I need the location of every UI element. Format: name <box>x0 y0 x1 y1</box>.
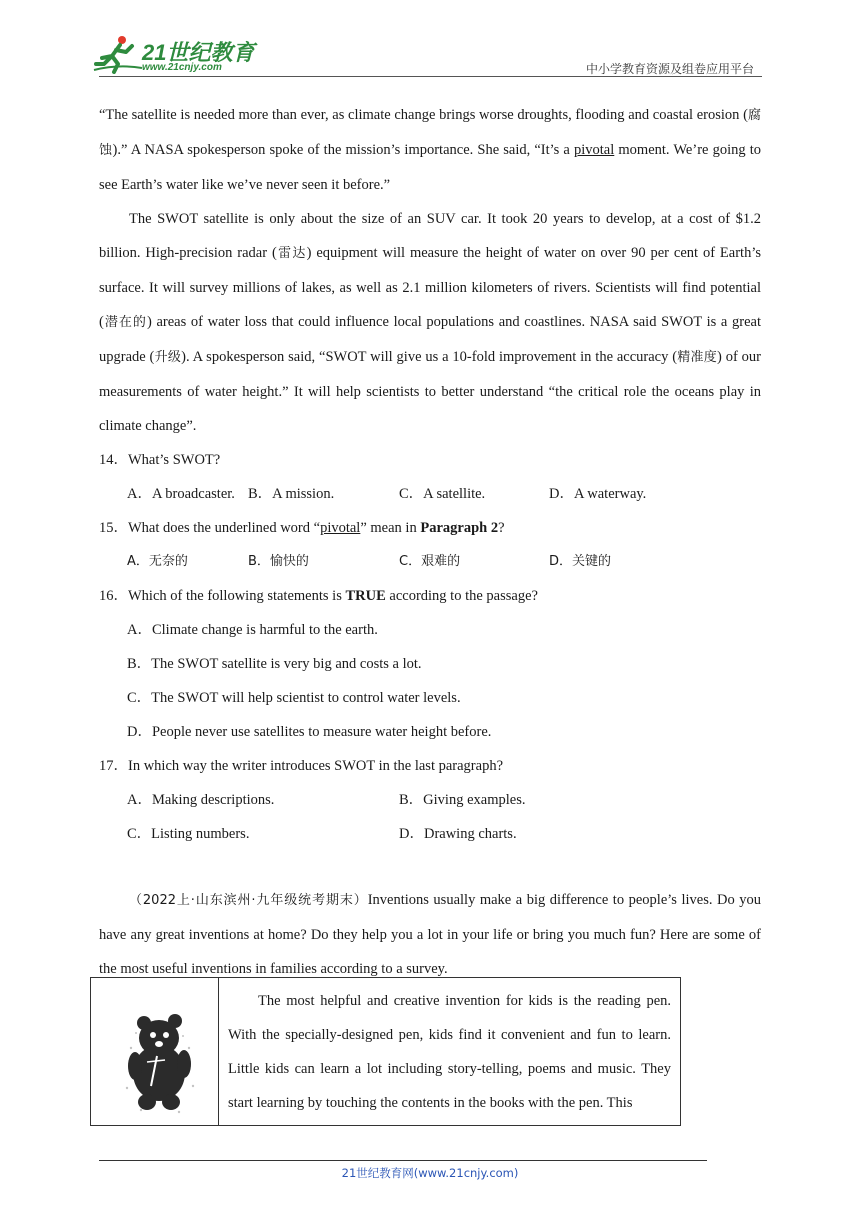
q15-option-a[interactable]: A．无奈的 <box>127 554 188 569</box>
question-15-options <box>99 545 761 579</box>
question-17-stem: 17．In which way the writer introduces SWOT in the last paragraph? <box>99 758 504 774</box>
invention-description: The most helpful and creative invention for kids is the reading pen. With the specially-designed pen, kids find it convenient and fun to learn. Little kids can learn a lot including story-telling, poems and music. They start learning by touching the contents in the books with the pen. This <box>228 993 671 1111</box>
question-17-options-row-1 <box>99 783 761 817</box>
header-divider <box>99 76 762 77</box>
header-platform-text: 中小学教育资源及组卷应用平台 <box>585 62 754 76</box>
q16-option-d[interactable]: D．People never use satellites to measure water height before. <box>127 724 492 740</box>
table-text-cell <box>228 984 671 1120</box>
q14-option-c[interactable]: C．A satellite. <box>399 486 486 502</box>
runner-logo-icon <box>92 34 144 74</box>
underlined-word-pivotal: pivotal <box>574 142 615 158</box>
footer-site-link[interactable]: 21世纪教育网(www.21cnjy.com) <box>341 1166 519 1180</box>
question-14-options <box>99 477 761 511</box>
source-note: （2022上·山东滨州·九年级统考期末） <box>129 893 368 908</box>
passage-paragraph-1: “The satellite is needed more than ever, as climate change brings worse droughts, flooding and coastal erosion (腐蚀).” A NASA spokesperson spoke of the mission’s importance. She said, “It’s a pivotal moment. We’re going to see Earth’s water like we’ve never seen it before.” <box>99 107 761 193</box>
q16-option-b[interactable]: B．The SWOT satellite is very big and costs a lot. <box>127 656 422 672</box>
question-14-stem: 14．What’s SWOT? <box>99 452 221 468</box>
q17-option-a[interactable]: A．Making descriptions. <box>127 792 275 808</box>
q16-option-a[interactable]: A．Climate change is harmful to the earth. <box>127 622 378 638</box>
q14-option-d[interactable]: D．A waterway. <box>549 486 647 502</box>
passage-paragraph-2: The SWOT satellite is only about the size of an SUV car. It took 20 years to develop, at a cost of $1.2 billion. High-precision radar (雷达) equipment will measure the height of water on over 90 per cent of Earth’s surface. It will survey millions of lakes, as well as 2.1 million kilometers of rivers. Scientists will find potential (潜在的) areas of water loss that could influence local populations and coastlines. NASA said SWOT is a great upgrade (升级). A spokesperson said, “SWOT will give us a 10-fold improvement in the accuracy (精准度) of our measurements of water height.” It will help scientists to better understand “the critical role the oceans play in climate change”. <box>99 211 761 434</box>
question-17-options-row-2 <box>99 817 761 851</box>
q17-option-d[interactable]: D．Drawing charts. <box>399 826 517 842</box>
q15-option-c[interactable]: C．艰难的 <box>399 554 461 569</box>
site-logo[interactable] <box>92 34 262 76</box>
logo-text: 21世纪教育 <box>142 40 255 65</box>
q17-option-b[interactable]: B．Giving examples. <box>399 792 526 808</box>
q14-option-a[interactable]: A．A broadcaster. <box>127 486 235 502</box>
bear-toy-image <box>91 978 218 1125</box>
document-body <box>99 98 761 986</box>
invention-table <box>90 977 681 1126</box>
q14-option-b[interactable]: B．A mission. <box>248 486 335 502</box>
next-passage-intro: （2022上·山东滨州·九年级统考期末）Inventions usually make a big difference to people’s lives. Do you have any great inventions at home? Do they help you a lot in your life or bring you much fun? Here are some of the most useful inventions in families according to a survey. <box>99 892 761 977</box>
q16-option-c[interactable]: C．The SWOT will help scientist to control water levels. <box>127 690 461 706</box>
q17-option-c[interactable]: C．Listing numbers. <box>127 826 250 842</box>
logo-url: www.21cnjy.com <box>142 62 222 73</box>
question-16-stem: 16．Which of the following statements is TRUE according to the passage? <box>99 588 538 604</box>
q15-option-d[interactable]: D．关键的 <box>549 554 612 569</box>
table-image-cell <box>91 978 219 1125</box>
footer-divider <box>99 1160 707 1161</box>
page-header <box>0 0 860 80</box>
q15-option-b[interactable]: B．愉快的 <box>248 554 309 569</box>
question-15-stem: 15．What does the underlined word “pivotal” mean in Paragraph 2? <box>99 520 505 536</box>
